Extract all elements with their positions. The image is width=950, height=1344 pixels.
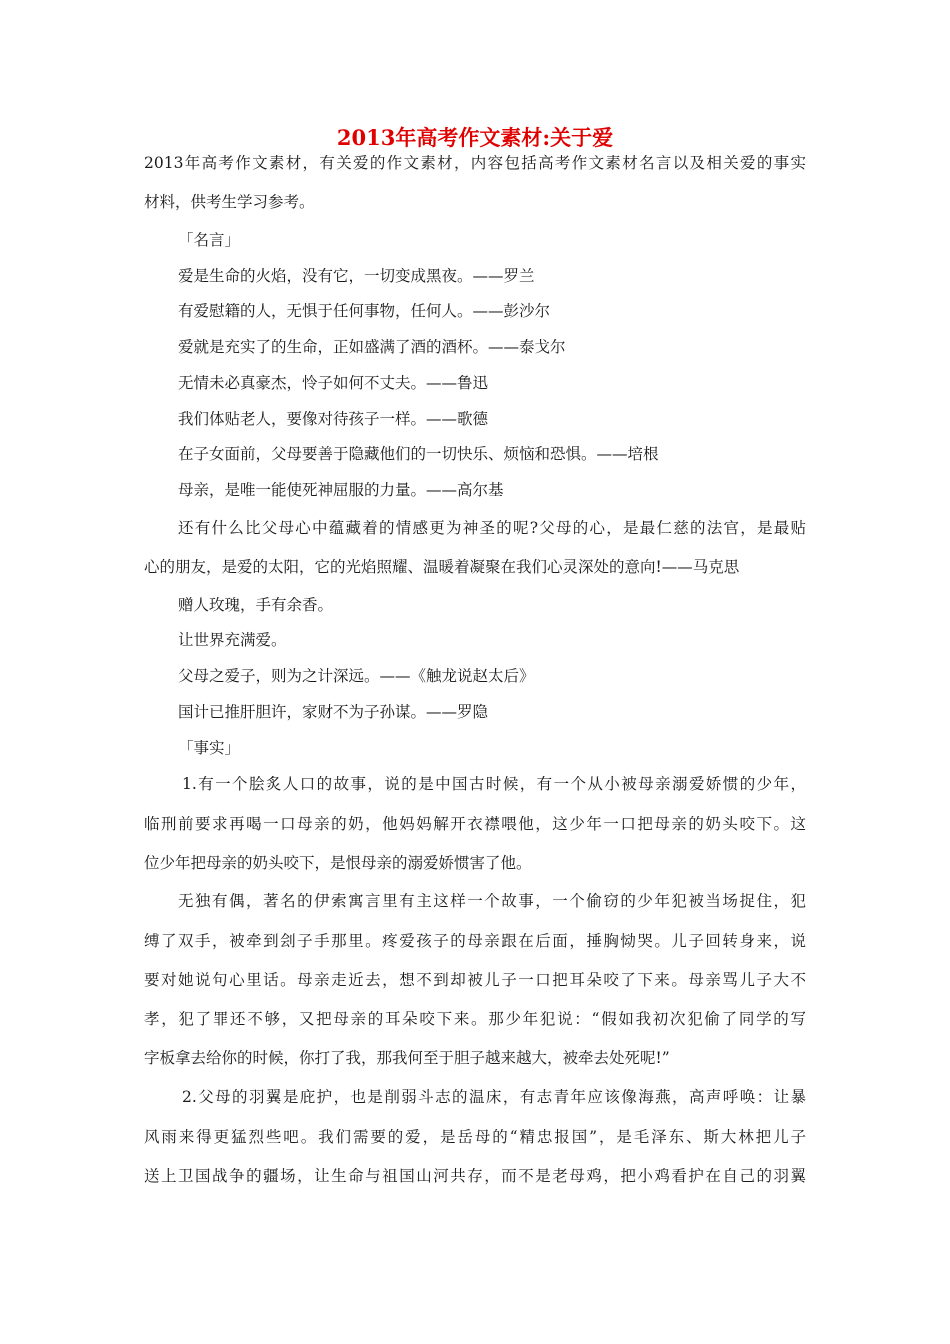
fact-paragraph-line: 1.有一个脍炙人口的故事，说的是中国古时候，有一个从小被母亲溺爱娇惯的少年， — [182, 775, 806, 793]
marx-quote-line-1: 还有什么比父母心中蕴藏着的情感更为神圣的呢?父母的心，是最仁慈的法官，是最贴 — [178, 519, 806, 537]
quote-line: 有爱慰籍的人，无惧于任何事物，任何人。——彭沙尔 — [178, 302, 551, 320]
fact-paragraph-line: 临刑前要求再喝一口母亲的奶，他妈妈解开衣襟喂他，这少年一口把母亲的奶头咬下。这 — [144, 815, 806, 833]
section-heading-quotes: 「名言」 — [178, 231, 241, 249]
fact-paragraph-line: 缚了双手，被牵到刽子手那里。疼爱孩子的母亲跟在后面，捶胸恸哭。儿子回转身来，说 — [144, 932, 806, 950]
fact-paragraph-line: 字板拿去给你的时候，你打了我，那我何至于胆子越来越大，被牵去处死呢!” — [144, 1049, 670, 1067]
fact-paragraph-line: 位少年把母亲的奶头咬下，是恨母亲的溺爱娇惯害了他。 — [144, 854, 532, 872]
quote-line: 让世界充满爱。 — [178, 631, 287, 649]
intro-line-2: 材料，供考生学习参考。 — [144, 193, 315, 211]
quote-line: 母亲，是唯一能使死神屈服的力量。——高尔基 — [178, 481, 504, 499]
section-heading-facts: 「事实」 — [178, 739, 241, 757]
fact-paragraph-line: 2.父母的羽翼是庇护，也是削弱斗志的温床，有志青年应该像海燕，高声呼唤：让暴 — [182, 1088, 806, 1106]
fact-paragraph-line: 送上卫国战争的疆场，让生命与祖国山河共存，而不是老母鸡，把小鸡看护在自己的羽翼 — [144, 1167, 806, 1185]
intro-line-1: 2013年高考作文素材，有关爱的作文素材，内容包括高考作文素材名言以及相关爱的事实 — [144, 154, 806, 172]
quote-line: 父母之爱子，则为之计深远。——《触龙说赵太后》 — [178, 667, 535, 685]
fact-paragraph-line: 无独有偶，著名的伊索寓言里有主这样一个故事，一个偷窃的少年犯被当场捉住，犯 — [178, 892, 806, 910]
quote-line: 我们体贴老人，要像对待孩子一样。——歌德 — [178, 410, 489, 428]
quote-line: 无情未必真豪杰，怜子如何不丈夫。——鲁迅 — [178, 374, 489, 392]
quote-line: 在子女面前，父母要善于隐藏他们的一切快乐、烦恼和恐惧。——培根 — [178, 445, 659, 463]
fact-paragraph-line: 孝，犯了罪还不够，又把母亲的耳朵咬下来。那少年犯说：“假如我初次犯偷了同学的写 — [144, 1010, 806, 1028]
fact-paragraph-line: 风雨来得更猛烈些吧。我们需要的爱，是岳母的“精忠报国”，是毛泽东、斯大林把儿子 — [144, 1128, 806, 1146]
marx-quote-line-2: 心的朋友，是爱的太阳，它的光焰照耀、温暖着凝聚在我们心灵深处的意向!——马克思 — [144, 558, 740, 576]
document-title: 2013年高考作文素材:关于爱 — [336, 125, 614, 150]
quote-line: 国计已推肝胆许，家财不为子孙谋。——罗隐 — [178, 703, 489, 721]
quote-line: 爱是生命的火焰，没有它，一切变成黑夜。——罗兰 — [178, 267, 535, 285]
fact-paragraph-line: 要对她说句心里话。母亲走近去，想不到却被儿子一口把耳朵咬了下来。母亲骂儿子大不 — [144, 971, 806, 989]
quote-line: 赠人玫瑰，手有余香。 — [178, 596, 334, 614]
quote-line: 爱就是充实了的生命，正如盛满了酒的酒杯。——泰戈尔 — [178, 338, 566, 356]
